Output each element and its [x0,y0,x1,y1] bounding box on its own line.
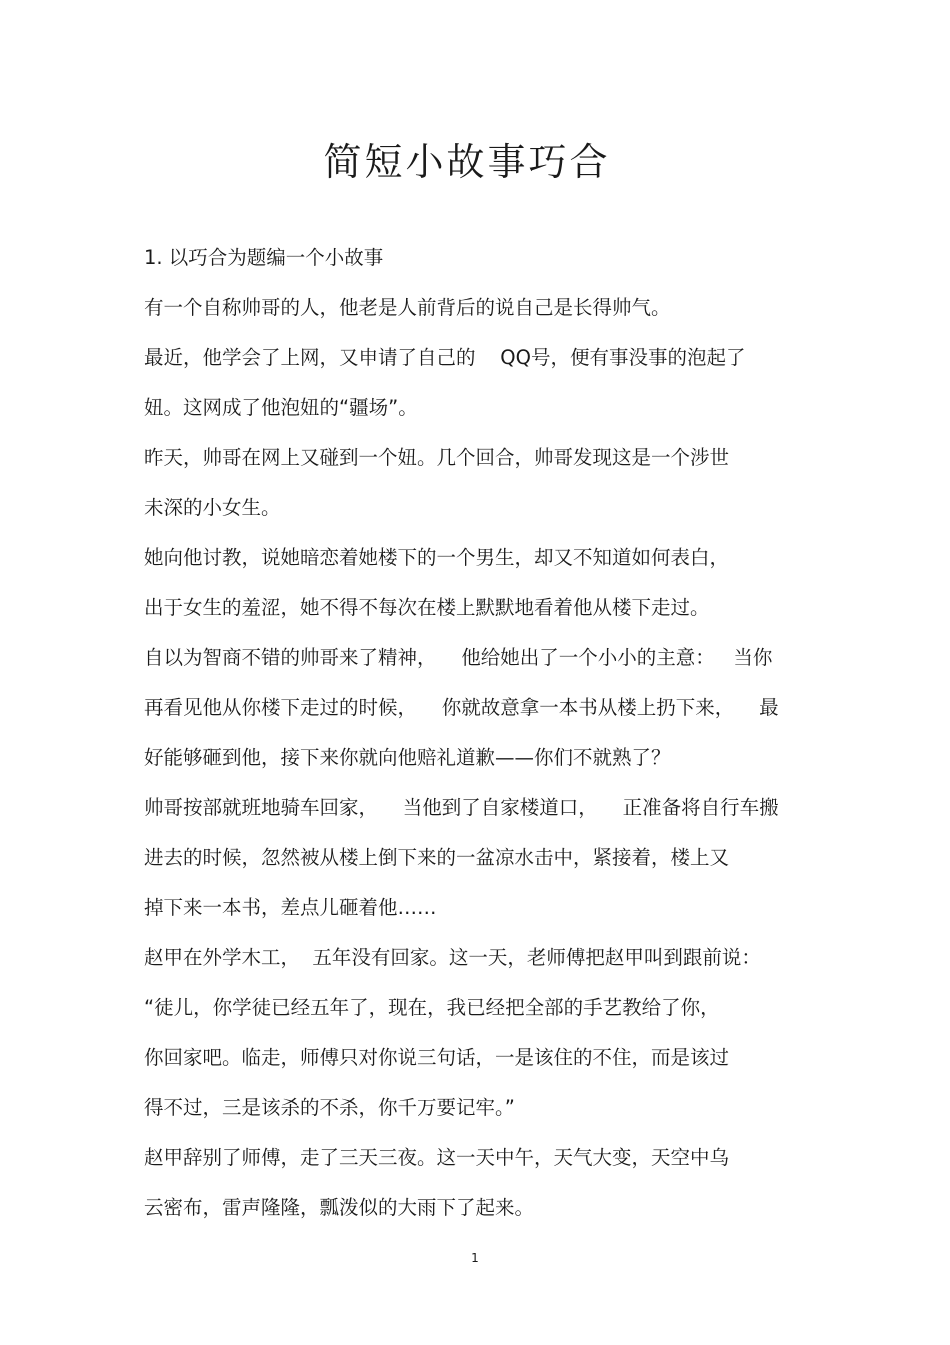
body-line: 赵甲辞别了师傅，走了三天三夜。这一天中午，天气大变，天空中乌 [144,1146,730,1169]
body-line: 帅哥按部就班地骑车回家， 当他到了自家楼道口， 正准备将自行车搬 [144,796,779,819]
body-line: 妞。这网成了他泡妞的“疆场”。 [144,396,418,419]
body-line: 昨天，帅哥在网上又碰到一个妞。几个回合，帅哥发现这是一个涉世 [144,446,730,469]
body-line: 自以为智商不错的帅哥来了精神， 他给她出了一个小小的主意： 当你 [144,646,773,669]
body-line: 出于女生的羞涩，她不得不每次在楼上默默地看着他从楼下走过。 [144,596,710,619]
body-line: 赵甲在外学木工， 五年没有回家。这一天，老师傅把赵甲叫到跟前说： [144,946,761,969]
body-line: 再看见他从你楼下走过的时候， 你就故意拿一本书从楼上扔下来， 最 [144,696,779,719]
body-line: 有一个自称帅哥的人，他老是人前背后的说自己是长得帅气。 [144,296,671,319]
body-line: 掉下来一本书，差点儿砸着他…… [144,896,437,919]
body-line: 最近，他学会了上网，又申请了自己的 QQ号，便有事没事的泡起了 [144,346,746,369]
document-title: 简短小故事巧合 [323,140,611,184]
body-line: 得不过，三是该杀的不杀，你千万要记牢。” [144,1096,515,1119]
body-line: 进去的时候，忽然被从楼上倒下来的一盆凉水击中，紧接着，楼上又 [144,846,730,869]
page-number: 1 [471,1251,479,1265]
body-line: 未深的小女生。 [144,496,281,519]
body-line: 好能够砸到他，接下来你就向他赔礼道歉——你们不就熟了？ [144,746,671,769]
body-line: 你回家吧。临走，师傅只对你说三句话，一是该住的不住，而是该过 [144,1046,730,1069]
body-line: 她向他讨教，说她暗恋着她楼下的一个男生，却又不知道如何表白， [144,546,730,569]
body-line: 1. 以巧合为题编一个小故事 [144,246,384,269]
body-line: “徒儿，你学徒已经五年了，现在，我已经把全部的手艺教给了你， [144,996,720,1019]
body-line: 云密布，雷声隆隆，瓢泼似的大雨下了起来。 [144,1196,535,1219]
